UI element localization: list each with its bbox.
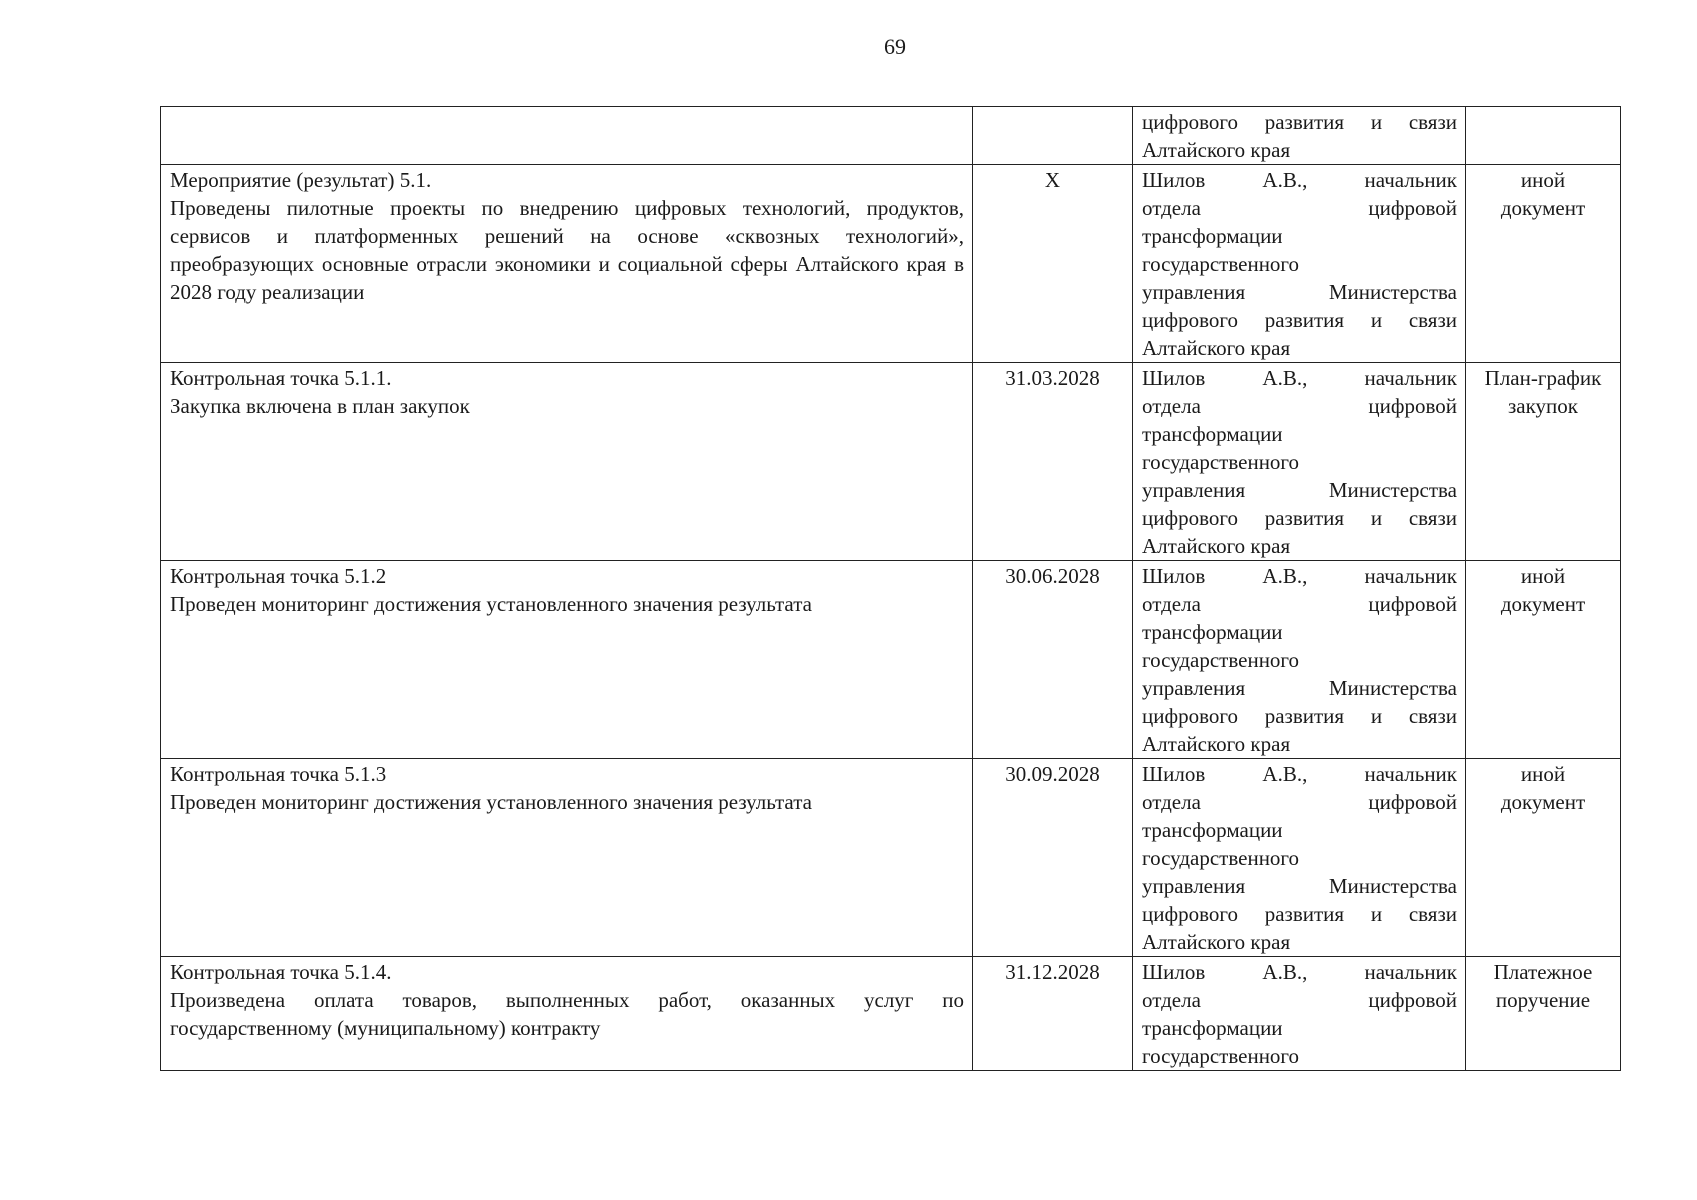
event-title: Контрольная точка 5.1.3 [170, 762, 387, 786]
document-line: Платежное [1493, 960, 1593, 984]
responsible-line: отдела цифровой [1142, 196, 1457, 220]
table-row [161, 165, 1621, 363]
date-cell [973, 107, 1133, 165]
document-line: документ [1500, 790, 1586, 814]
responsible-line: отдела цифровой [1142, 592, 1457, 616]
document-line: закупок [1508, 394, 1578, 418]
responsible-cell [1133, 561, 1466, 759]
responsible-line: Шилов А.В., начальник [1142, 168, 1457, 192]
date-cell: Х [973, 165, 1133, 363]
table-row [161, 759, 1621, 957]
responsible-line: цифрового развития и связи [1142, 704, 1457, 728]
document-cell [1466, 107, 1621, 165]
document-cell [1466, 759, 1621, 957]
document-line: поручение [1495, 988, 1591, 1012]
table-row [161, 107, 1621, 165]
event-cell [161, 759, 973, 957]
responsible-line: трансформации [1142, 1016, 1283, 1040]
responsible-line: Алтайского края [1142, 336, 1291, 360]
document-cell [1466, 363, 1621, 561]
document-cell [1466, 165, 1621, 363]
responsible-line: цифрового развития и связи [1142, 902, 1457, 926]
responsible-line: управления Министерства [1142, 280, 1457, 304]
responsible-line: управления Министерства [1142, 676, 1457, 700]
responsible-line: отдела цифровой [1142, 394, 1457, 418]
responsible-line: отдела цифровой [1142, 790, 1457, 814]
responsible-line: трансформации [1142, 224, 1283, 248]
date-cell: 30.09.2028 [973, 759, 1133, 957]
event-cell [161, 165, 973, 363]
plan-table [160, 106, 1621, 1071]
event-description: Проведен мониторинг достижения установленного значения результата [170, 592, 812, 616]
event-description: Проведен мониторинг достижения установленного значения результата [170, 790, 812, 814]
responsible-line: Алтайского края [1142, 534, 1291, 558]
table-row [161, 363, 1621, 561]
date-cell: 30.06.2028 [973, 561, 1133, 759]
document-cell [1466, 957, 1621, 1071]
responsible-line: управления Министерства [1142, 478, 1457, 502]
table-row [161, 561, 1621, 759]
event-description: Произведена оплата товаров, выполненных работ, оказанных услуг по государственному (муниципальному) контракту [170, 988, 964, 1040]
responsible-line: Шилов А.В., начальник [1142, 960, 1457, 984]
responsible-cell [1133, 107, 1466, 165]
responsible-line: цифрового развития и связи [1142, 506, 1457, 530]
event-cell [161, 363, 973, 561]
responsible-cell [1133, 363, 1466, 561]
event-title: Мероприятие (результат) 5.1. [170, 168, 432, 192]
responsible-line: трансформации [1142, 620, 1283, 644]
responsible-line: трансформации [1142, 818, 1283, 842]
responsible-line: Алтайского края [1142, 732, 1291, 756]
responsible-line: управления Министерства [1142, 874, 1457, 898]
event-title: Контрольная точка 5.1.4. [170, 960, 392, 984]
responsible-line: цифрового развития и связи [1142, 110, 1457, 134]
document-line: План-график [1484, 366, 1602, 390]
responsible-cell [1133, 759, 1466, 957]
event-cell [161, 107, 973, 165]
responsible-line: Шилов А.В., начальник [1142, 762, 1457, 786]
document-line: иной [1520, 168, 1566, 192]
responsible-line: Алтайского края [1142, 930, 1291, 954]
responsible-line: отдела цифровой [1142, 988, 1457, 1012]
responsible-cell [1133, 165, 1466, 363]
document-line: документ [1500, 592, 1586, 616]
table-row [161, 957, 1621, 1071]
event-title: Контрольная точка 5.1.2 [170, 564, 387, 588]
responsible-line: государственного [1142, 450, 1300, 474]
document-line: документ [1500, 196, 1586, 220]
date-cell: 31.03.2028 [973, 363, 1133, 561]
responsible-line: Алтайского края [1142, 138, 1291, 162]
document-line: иной [1520, 762, 1566, 786]
document-cell [1466, 561, 1621, 759]
responsible-cell [1133, 957, 1466, 1071]
responsible-line: государственного [1142, 648, 1300, 672]
document-line: иной [1520, 564, 1566, 588]
page-number: 69 [884, 34, 906, 59]
event-description: Закупка включена в план закупок [170, 394, 470, 418]
responsible-line: Шилов А.В., начальник [1142, 564, 1457, 588]
responsible-line: цифрового развития и связи [1142, 308, 1457, 332]
responsible-line: трансформации [1142, 422, 1283, 446]
event-cell [161, 957, 973, 1071]
responsible-line: государственного [1142, 252, 1300, 276]
responsible-line: государственного [1142, 1044, 1300, 1068]
date-cell: 31.12.2028 [973, 957, 1133, 1071]
event-cell [161, 561, 973, 759]
event-title: Контрольная точка 5.1.1. [170, 366, 392, 390]
responsible-line: Шилов А.В., начальник [1142, 366, 1457, 390]
event-description: Проведены пилотные проекты по внедрению цифровых технологий, продуктов, сервисов и платформенных решений на основе «сквозных технологий», преобразующих основные отрасли экономики и социальной сферы Алтайского края в 2028 году реализации [170, 196, 964, 304]
responsible-line: государственного [1142, 846, 1300, 870]
